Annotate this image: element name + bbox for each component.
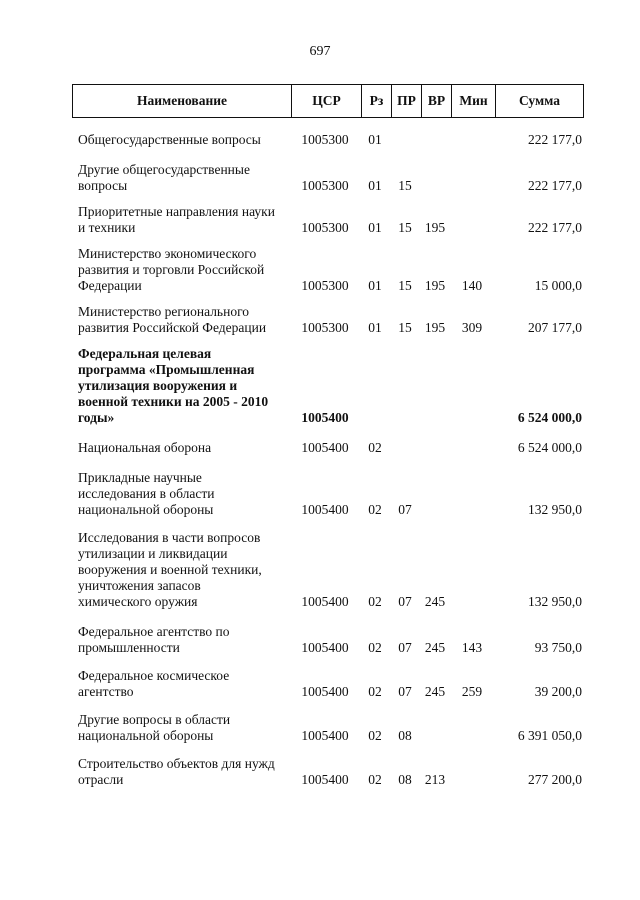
row-name-line: Министерство регионального (78, 304, 250, 319)
row-pr: 08 (398, 772, 412, 787)
row-vr: 213 (424, 772, 446, 787)
row-csr: 1005400 (301, 440, 349, 455)
row-sum: 222 177,0 (528, 178, 582, 193)
row-rz: 01 (368, 278, 382, 293)
row-name (72, 470, 290, 518)
row-sum: 222 177,0 (528, 132, 582, 147)
row-pr: 07 (398, 640, 412, 655)
row-name-line: развития и торговли Российской (78, 262, 265, 277)
row-sum: 222 177,0 (528, 220, 582, 235)
header-csr: ЦСР (291, 85, 361, 117)
row-sum: 207 177,0 (528, 320, 582, 335)
row-pr: 07 (398, 684, 412, 699)
header-vr: ВР (421, 85, 451, 117)
header-pr: ПР (391, 85, 421, 117)
row-rz: 01 (368, 220, 382, 235)
row-name-line: военной техники на 2005 - 2010 (78, 394, 269, 409)
row-csr: 1005400 (301, 640, 349, 655)
row-name-line: вопросы (78, 178, 128, 193)
row-name-line: утилизации и ликвидации (78, 546, 228, 561)
row-rz: 02 (368, 728, 382, 743)
row-vr: 245 (424, 640, 446, 655)
row-name-line: Исследования в части вопросов (78, 530, 261, 545)
row-csr: 1005400 (301, 410, 349, 425)
row-rz: 01 (368, 132, 382, 147)
row-name-line: Национальная оборона (78, 440, 212, 455)
row-sum: 277 200,0 (528, 772, 582, 787)
row-min: 259 (461, 684, 483, 699)
row-rz: 02 (368, 640, 382, 655)
row-vr: 245 (424, 594, 446, 609)
table-row (72, 668, 584, 700)
table-row (72, 346, 584, 426)
row-name (72, 712, 290, 744)
row-name-line: Другие общегосударственные (78, 162, 250, 177)
row-pr: 15 (398, 220, 412, 235)
row-name-line: Другие вопросы в области (78, 712, 231, 727)
row-name (72, 440, 290, 456)
table-row (72, 712, 584, 744)
row-name (72, 756, 290, 788)
row-name-line: и техники (78, 220, 136, 235)
row-sum: 6 524 000,0 (517, 410, 582, 425)
row-min: 140 (461, 278, 483, 293)
row-name (72, 346, 290, 426)
row-pr: 07 (398, 502, 412, 517)
row-name-line: утилизация вооружения и (78, 378, 238, 393)
table-row (72, 756, 584, 788)
table-header (72, 84, 584, 118)
row-name-line: национальной обороны (78, 728, 214, 743)
row-rz: 01 (368, 320, 382, 335)
table-row (72, 162, 584, 194)
table-row (72, 204, 584, 236)
row-rz: 02 (368, 772, 382, 787)
table-row (72, 470, 584, 518)
row-name (72, 668, 290, 700)
row-name-line: отрасли (78, 772, 124, 787)
row-name (72, 162, 290, 194)
table-row (72, 304, 584, 336)
row-sum: 15 000,0 (534, 278, 582, 293)
row-name (72, 624, 290, 656)
row-csr: 1005400 (301, 502, 349, 517)
row-rz: 02 (368, 440, 382, 455)
header-sum: Сумма (495, 85, 583, 117)
budget-table (72, 84, 584, 788)
row-name-line: Общегосударственные вопросы (78, 132, 261, 147)
row-pr: 15 (398, 178, 412, 193)
row-name (72, 246, 290, 294)
row-name-line: промышленности (78, 640, 180, 655)
row-pr: 15 (398, 320, 412, 335)
row-sum: 39 200,0 (534, 684, 582, 699)
row-name-line: уничтожения запасов (78, 578, 201, 593)
table-row (72, 132, 584, 148)
row-csr: 1005300 (301, 278, 349, 293)
header-min: Мин (451, 85, 495, 117)
row-name-line: Федеральное космическое (78, 668, 230, 683)
row-name (72, 204, 290, 236)
row-pr: 15 (398, 278, 412, 293)
row-name-line: Федеральное агентство по (78, 624, 230, 639)
row-name (72, 530, 290, 610)
row-csr: 1005400 (301, 684, 349, 699)
row-csr: 1005300 (301, 132, 349, 147)
row-name-line: исследования в области (78, 486, 215, 501)
row-csr: 1005400 (301, 594, 349, 609)
row-pr: 08 (398, 728, 412, 743)
row-name-line: годы» (78, 410, 115, 425)
row-csr: 1005300 (301, 220, 349, 235)
row-name (72, 132, 290, 148)
table-row (72, 246, 584, 294)
row-rz: 01 (368, 178, 382, 193)
row-sum: 93 750,0 (534, 640, 582, 655)
row-vr: 195 (424, 320, 446, 335)
row-vr: 245 (424, 684, 446, 699)
row-name-line: вооружения и военной техники, (78, 562, 262, 577)
row-name-line: программа «Промышленная (78, 362, 255, 377)
row-rz: 02 (368, 502, 382, 517)
row-rz: 02 (368, 684, 382, 699)
table-body (72, 132, 584, 788)
row-sum: 6 391 050,0 (517, 728, 582, 743)
header-rz: Рз (361, 85, 391, 117)
row-csr: 1005300 (301, 320, 349, 335)
row-sum: 6 524 000,0 (517, 440, 582, 455)
row-name-line: Приоритетные направления науки (78, 204, 275, 219)
row-min: 143 (461, 640, 483, 655)
row-csr: 1005300 (301, 178, 349, 193)
row-name-line: Строительство объектов для нужд (78, 756, 275, 771)
row-name-line: Прикладные научные (78, 470, 202, 485)
row-sum: 132 950,0 (528, 502, 582, 517)
row-rz: 02 (368, 594, 382, 609)
row-name-line: Федеральная целевая (78, 346, 212, 361)
row-name-line: развития Российской Федерации (78, 320, 267, 335)
row-pr: 07 (398, 594, 412, 609)
table-row (72, 530, 584, 610)
row-csr: 1005400 (301, 728, 349, 743)
row-name-line: агентство (78, 684, 134, 699)
page-number: 697 (309, 44, 331, 59)
row-name-line: химического оружия (78, 594, 198, 609)
row-name-line: Федерации (78, 278, 142, 293)
row-vr: 195 (424, 220, 446, 235)
row-name-line: национальной обороны (78, 502, 214, 517)
row-name (72, 304, 290, 336)
row-name-line: Министерство экономического (78, 246, 257, 261)
row-csr: 1005400 (301, 772, 349, 787)
row-min: 309 (461, 320, 483, 335)
table-row (72, 624, 584, 656)
header-name: Наименование (137, 93, 227, 108)
row-vr: 195 (424, 278, 446, 293)
table-row (72, 440, 584, 456)
row-sum: 132 950,0 (528, 594, 582, 609)
